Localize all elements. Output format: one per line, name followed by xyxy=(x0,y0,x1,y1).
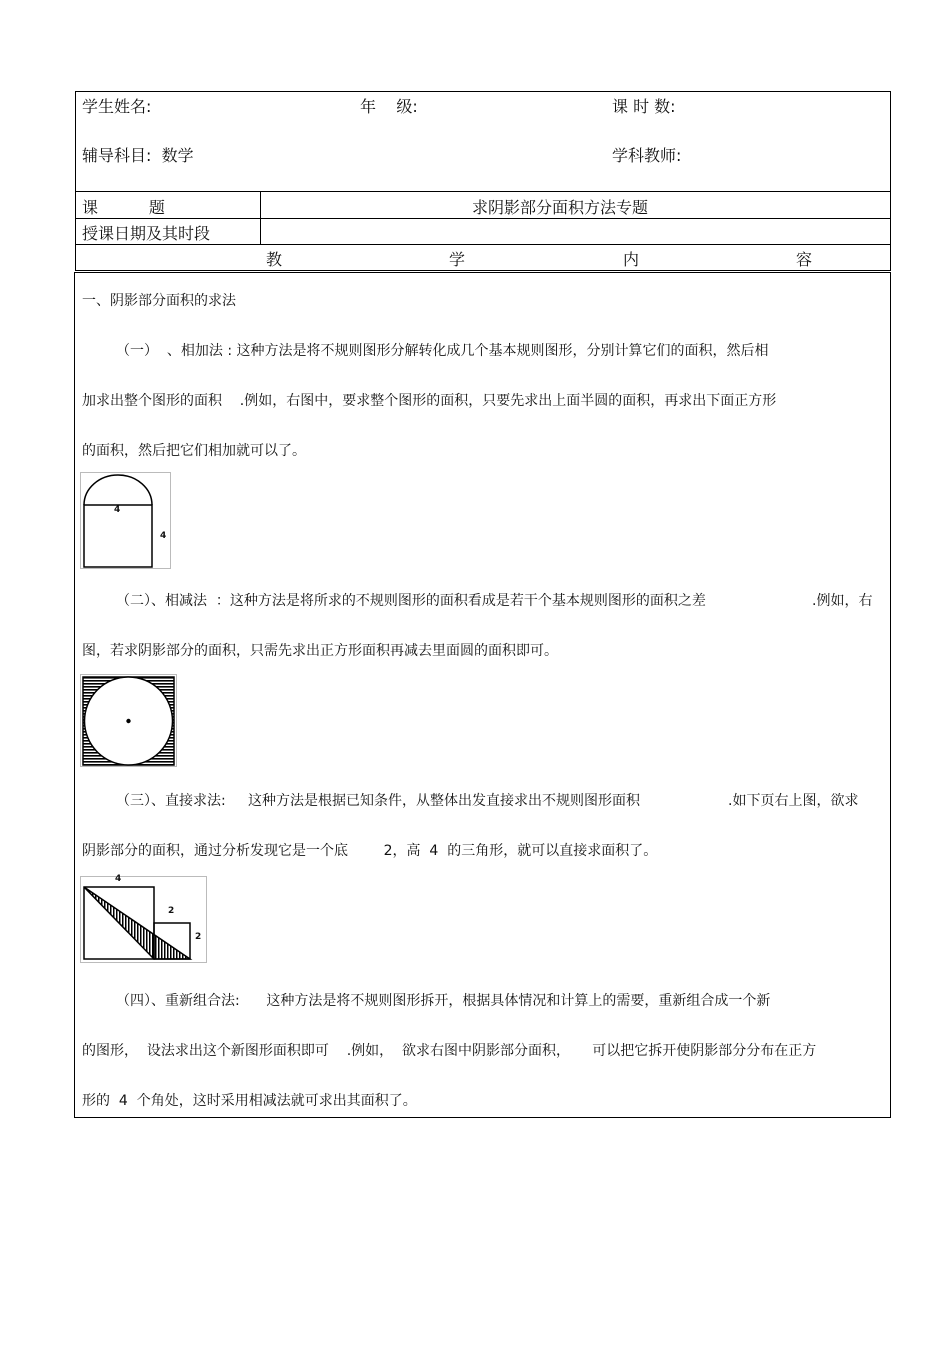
method3-line1-end: .如下页右上图，欲求 xyxy=(728,793,859,809)
content-border-top xyxy=(74,272,891,273)
content-border-right xyxy=(890,272,891,1118)
method2-line1-end: .例如，右 xyxy=(812,593,873,609)
section-title: 一、阴影部分面积的求法 xyxy=(82,293,236,309)
method4-line3: 形的 4 个角处，这时采用相减法就可求出其面积了。 xyxy=(82,1093,417,1109)
fig3-right-label: 2 xyxy=(195,932,202,942)
method1-line2: 加求出整个图形的面积 .例如，右图中，要求整个图形的面积，只要先求出上面半圆的面积，再求出下面正方形 xyxy=(82,393,777,409)
content-heading-4: 容 xyxy=(796,250,813,269)
hours-label: 课 时 数: xyxy=(612,97,676,116)
content-heading-1: 教 xyxy=(266,250,283,269)
column-divider xyxy=(260,192,261,244)
fig3-top-label: 4 xyxy=(115,874,122,884)
topic-value: 求阴影部分面积方法专题 xyxy=(472,198,649,217)
content-border-left xyxy=(74,272,75,1118)
triangle-squares-figure xyxy=(80,876,208,964)
circle-in-square-figure xyxy=(80,674,178,768)
row-divider-3 xyxy=(75,244,891,245)
row-divider-4 xyxy=(75,270,891,271)
method4-line2: 的图形， 设法求出这个新图形面积即可 .例如， 欲求右图中阴影部分面积， 可以把它拆开使阴影部分分布在正方 xyxy=(82,1043,817,1059)
content-heading-2: 学 xyxy=(449,250,466,269)
semicircle-square-figure xyxy=(80,472,172,570)
method3-line2: 阴影部分的面积，通过分析发现它是一个底 2，高 4 的三角形，就可以直接求面积了。 xyxy=(82,843,658,859)
row-divider-2 xyxy=(75,218,891,219)
grade-label: 年 级: xyxy=(360,97,418,116)
method2-line1: （二）、相减法 ：这种方法是将所求的不规则图形的面积看成是若干个基本规则图形的面积之差 xyxy=(116,593,706,609)
subject-label: 辅导科目: 数学 xyxy=(82,146,194,165)
method1-line1: （一） 、相加法 : 这种方法是将不规则图形分解转化成几个基本规则图形，分别计算它们的面积，然后相 xyxy=(116,343,769,359)
method3-line1: （三）、直接求法: 这种方法是根据已知条件，从整体出发直接求出不规则图形面积 xyxy=(116,793,640,809)
teacher-label: 学科教师: xyxy=(612,146,682,165)
table-border-top xyxy=(75,91,891,92)
student-name-label: 学生姓名: xyxy=(82,97,152,116)
method1-line3: 的面积，然后把它们相加就可以了。 xyxy=(82,443,306,459)
topic-label: 课 题 xyxy=(82,198,165,217)
fig1-side-label: 4 xyxy=(160,531,167,541)
method4-line1: （四）、重新组合法: 这种方法是将不规则图形拆开，根据具体情况和计算上的需要，重新组合成一个新 xyxy=(116,993,771,1009)
date-label: 授课日期及其时段 xyxy=(82,224,211,243)
method2-line2: 图，若求阴影部分的面积，只需先求出正方形面积再减去里面圆的面积即可。 xyxy=(82,643,558,659)
row-divider-1 xyxy=(75,191,891,192)
content-border-bottom xyxy=(74,1117,891,1118)
fig3-mid-label: 2 xyxy=(168,906,175,916)
content-heading-3: 内 xyxy=(623,250,640,269)
fig1-inner-label: 4 xyxy=(114,505,121,515)
